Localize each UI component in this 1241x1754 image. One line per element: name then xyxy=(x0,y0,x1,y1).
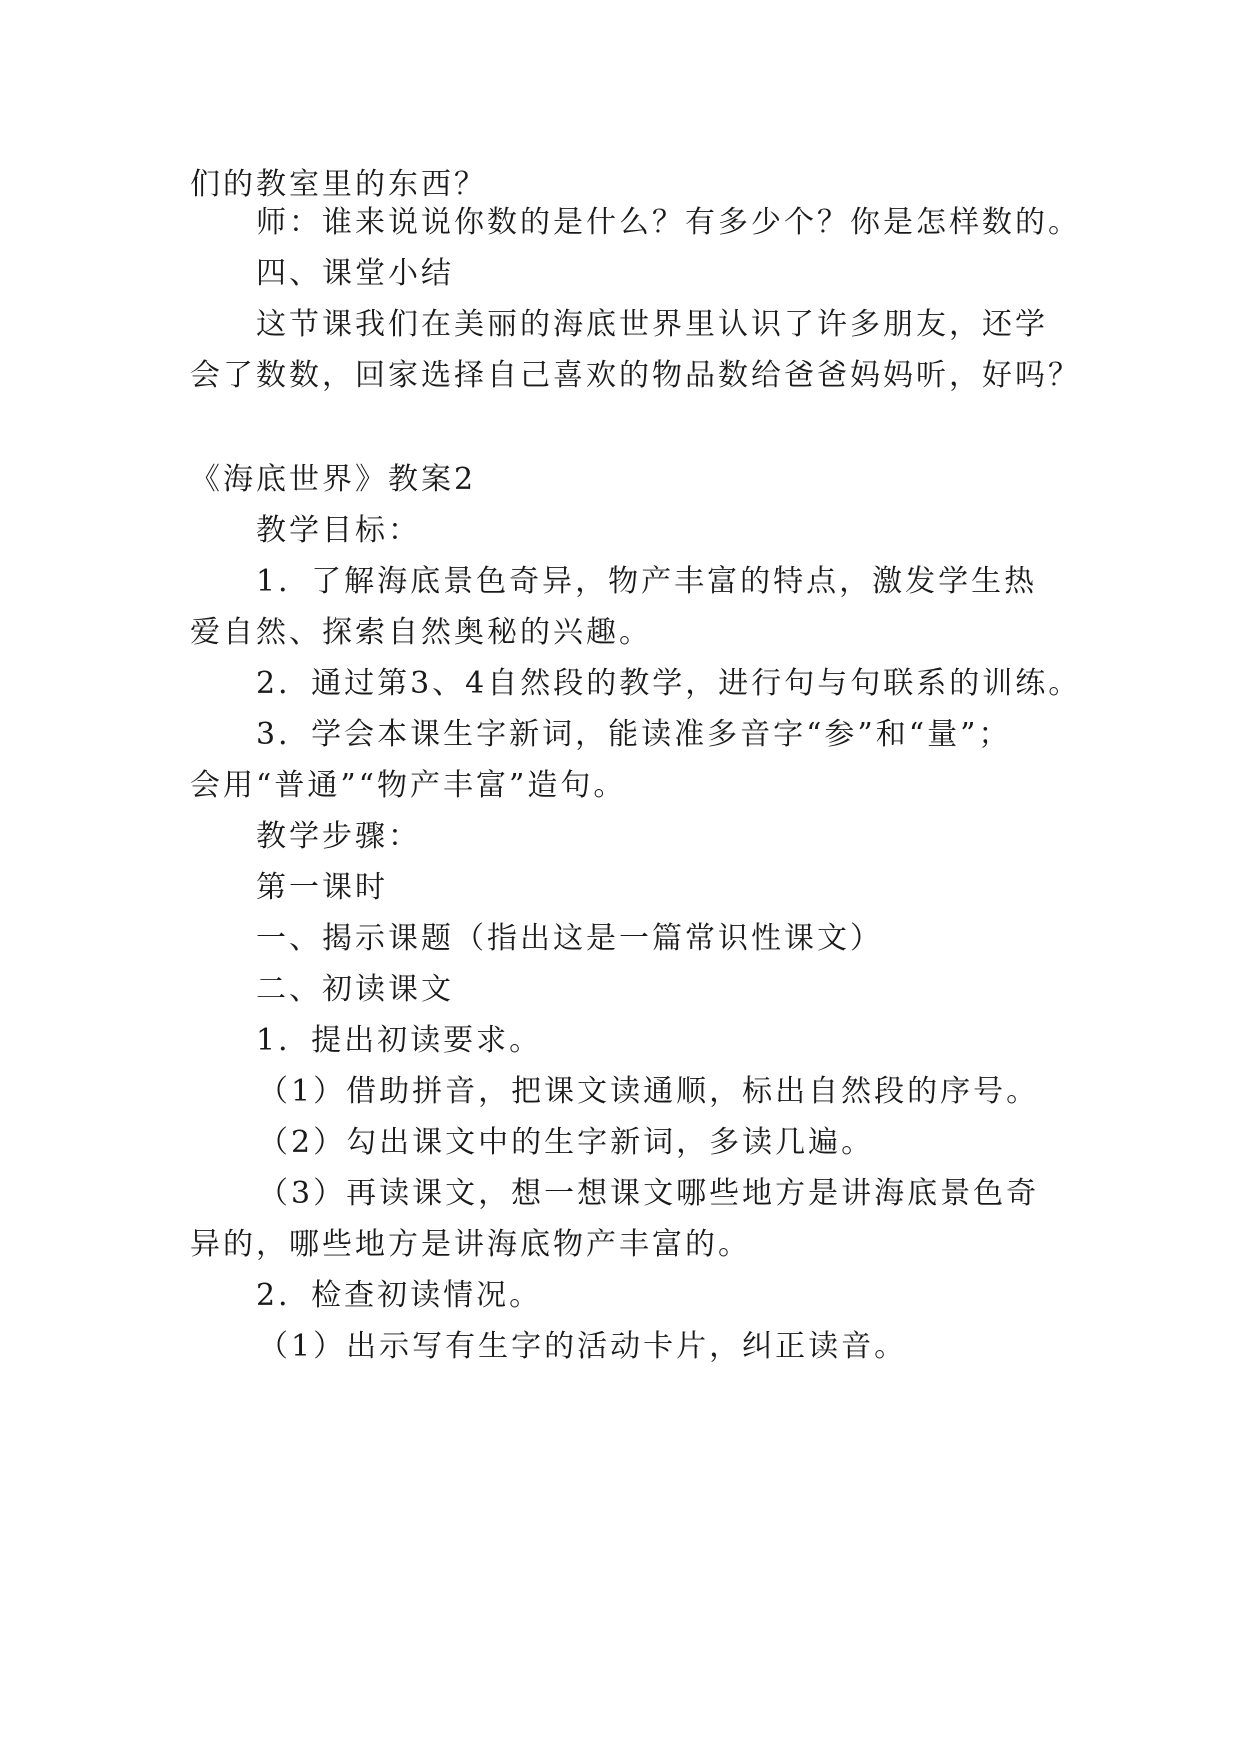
text-line: 一、揭示课题（指出这是一篇常识性课文） xyxy=(256,921,883,956)
text-line: 2．通过第3、4自然段的教学，进行句与句联系的训练。 xyxy=(256,666,1082,701)
section-heading: 教学步骤： xyxy=(256,819,421,854)
text-line: 们的教室里的东西？ xyxy=(190,167,487,202)
text-line: （2）勾出课文中的生字新词，多读几遍。 xyxy=(258,1125,875,1160)
section-heading: 教学目标： xyxy=(256,513,421,548)
text-line: 2．检查初读情况。 xyxy=(256,1278,543,1313)
text-line: （1）出示写有生字的活动卡片，纠正读音。 xyxy=(258,1329,908,1364)
text-line: 异的，哪些地方是讲海底物产丰富的。 xyxy=(190,1227,751,1262)
text-line: 师：谁来说说你数的是什么？有多少个？你是怎样数的。 xyxy=(256,205,1081,240)
text-line: 1．提出初读要求。 xyxy=(256,1023,543,1058)
section-heading: 二、初读课文 xyxy=(256,972,454,1007)
text-line: 爱自然、探索自然奥秘的兴趣。 xyxy=(190,615,652,650)
lesson-title: 《海底世界》教案2 xyxy=(190,462,477,497)
text-line: 这节课我们在美丽的海底世界里认识了许多朋友，还学 xyxy=(256,307,1048,342)
text-line: 会了数数，回家选择自己喜欢的物品数给爸爸妈妈听，好吗？ xyxy=(190,358,1081,393)
text-line: 1．了解海底景色奇异，物产丰富的特点，激发学生热 xyxy=(256,564,1038,599)
text-line: （3）再读课文，想一想课文哪些地方是讲海底景色奇 xyxy=(258,1176,1040,1211)
text-line: 3．学会本课生字新词，能读准多音字“参”和“量”； xyxy=(256,717,1012,752)
section-heading: 第一课时 xyxy=(256,870,388,905)
text-line: （1）借助拼音，把课文读通顺，标出自然段的序号。 xyxy=(258,1074,1040,1109)
section-heading: 四、课堂小结 xyxy=(256,256,454,291)
text-line: 会用“普通”“物产丰富”造句。 xyxy=(190,768,627,803)
